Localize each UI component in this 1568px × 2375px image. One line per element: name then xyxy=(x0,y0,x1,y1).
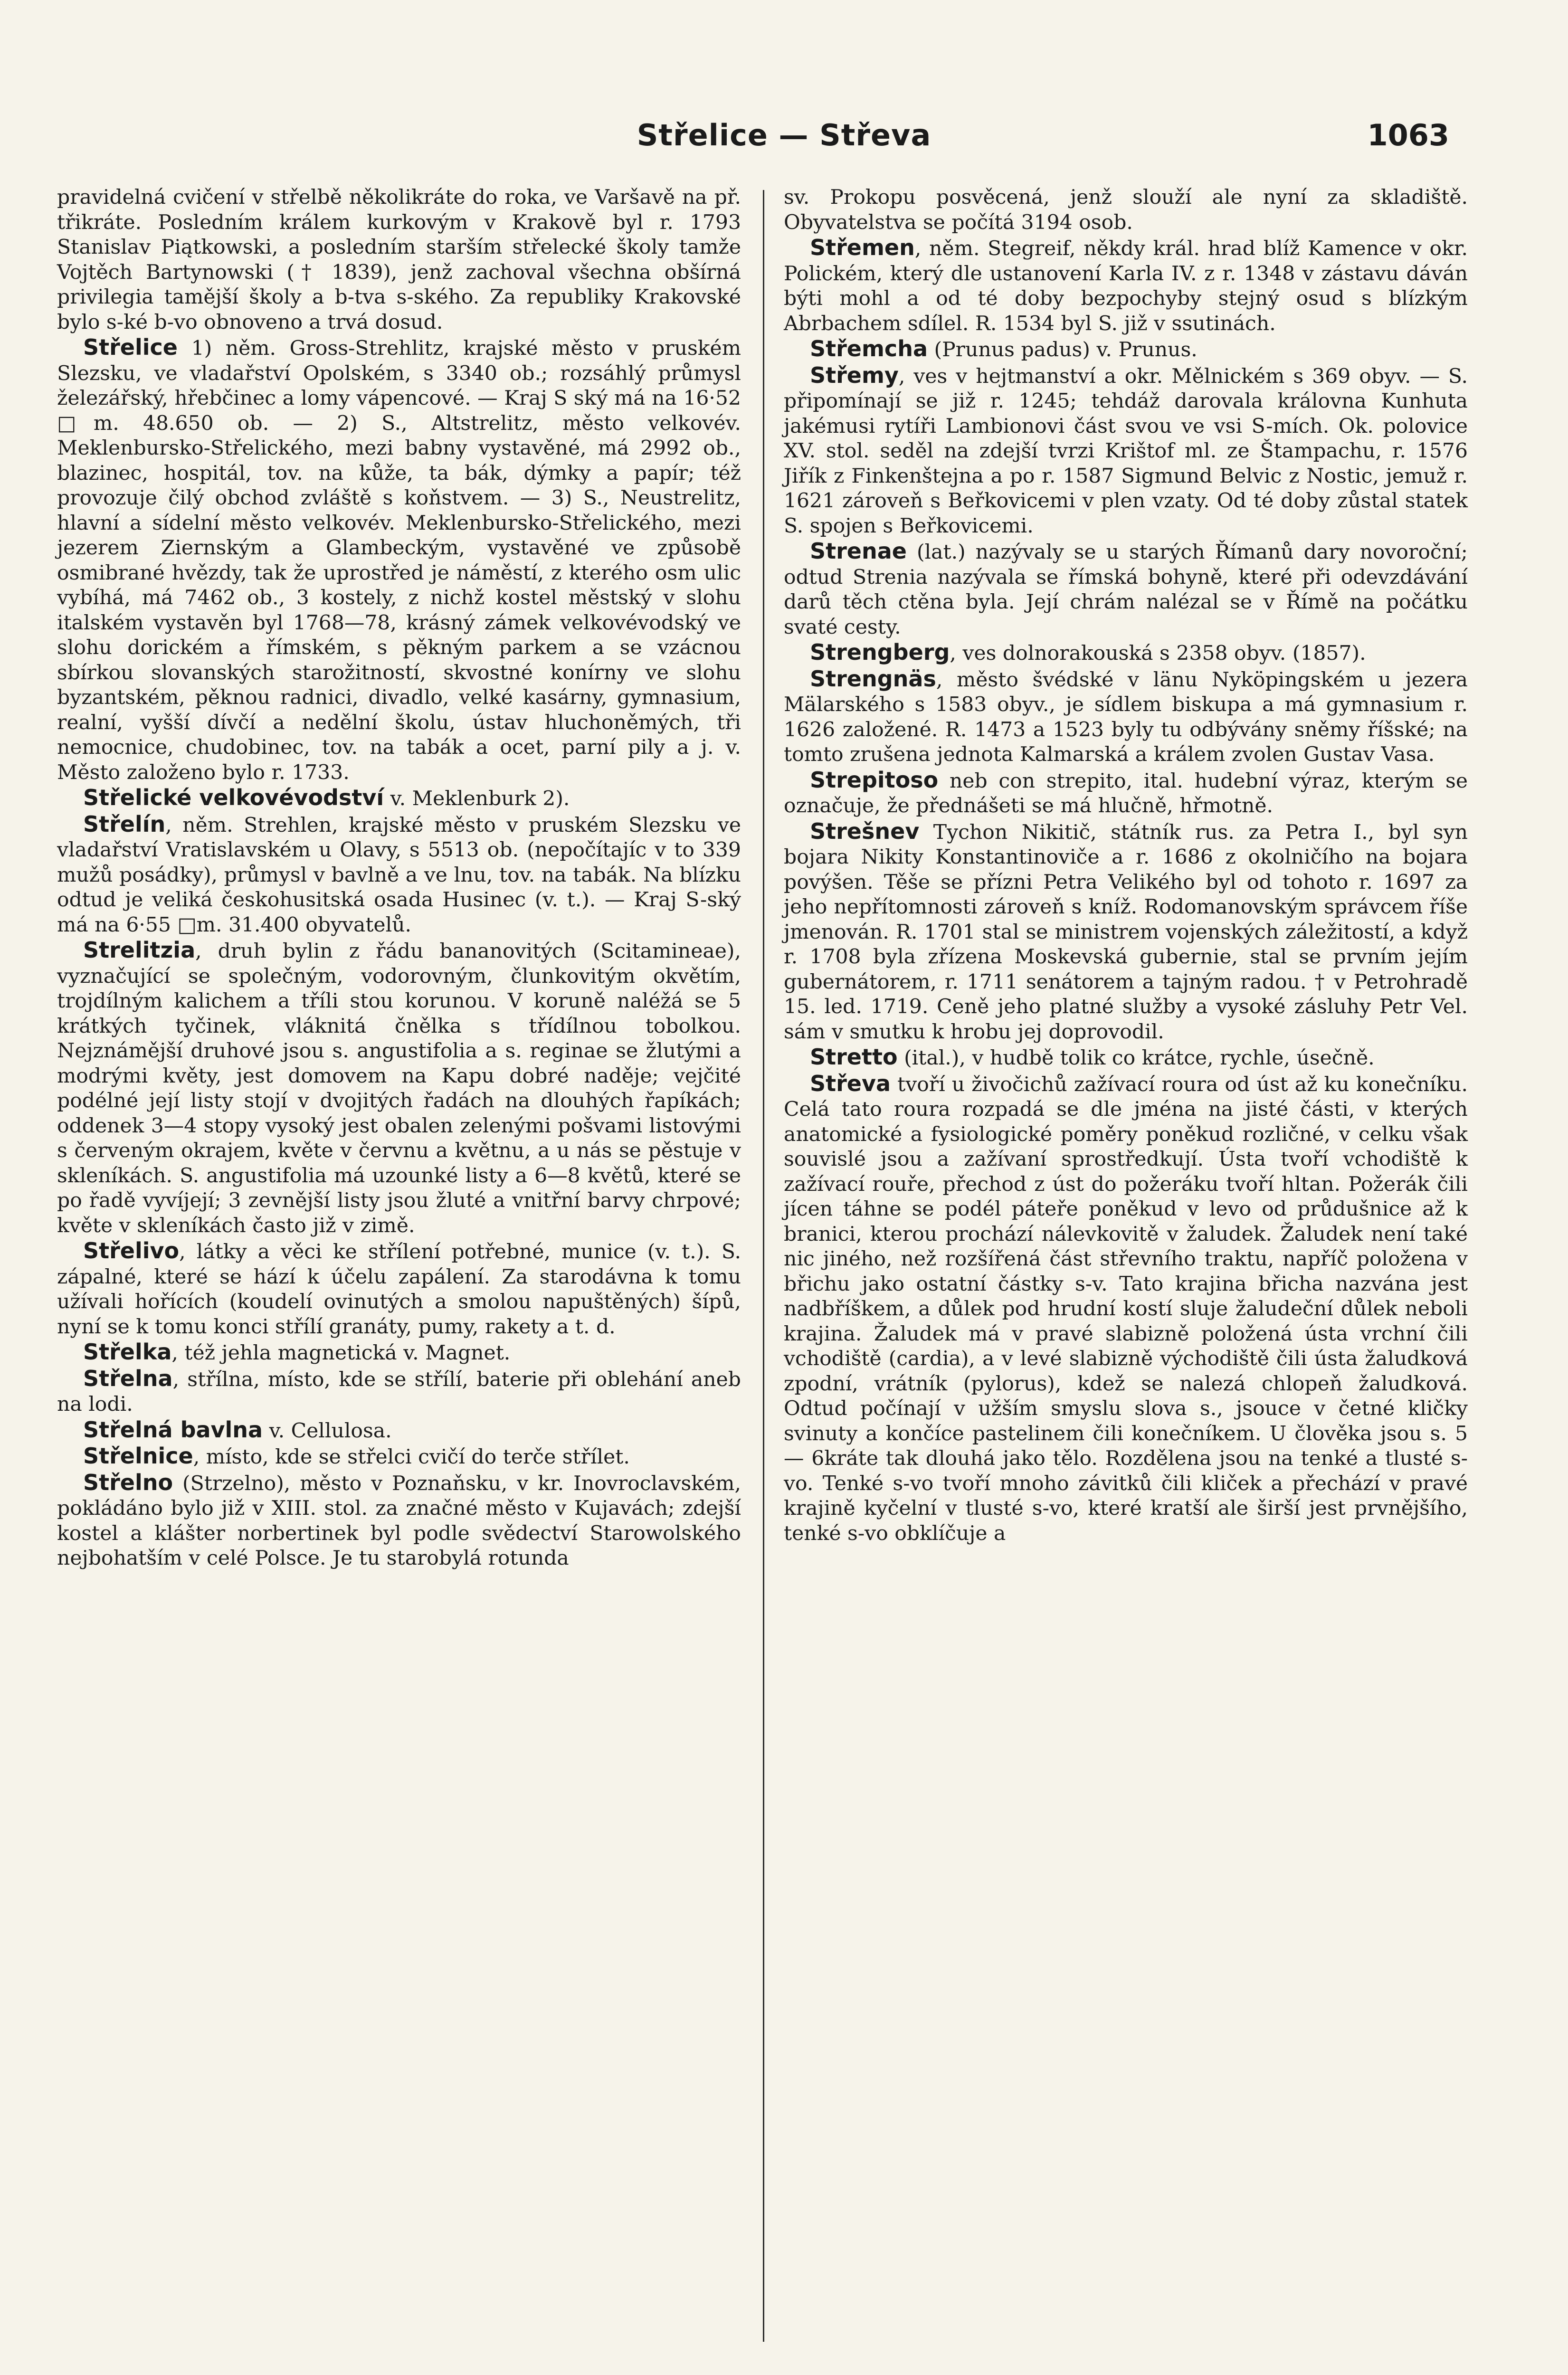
entry-continuation xyxy=(57,185,741,335)
entry-text: , též jehla magnetická v. Magnet. xyxy=(171,1341,511,1365)
entry-text: , město švédské v länu Nyköpingském u jezera Mälarského s 1583 obyv., je sídlem biskupa a má gymnasium r. 1626 založené. R. 1473 a 1523 byly tu odbývány sněmy říšské; na tomto zrušena jednota Kalmarská a králem zvolen Gustav Vasa. xyxy=(784,668,1468,766)
entry-text: sv. Prokopu posvěcená, jenž slouží ale nyní za skladiště. Obyvatelstva se počítá 3194 osob. xyxy=(784,186,1468,234)
entry-headword: Střelivo xyxy=(83,1238,180,1264)
entry-headword: Střelín xyxy=(83,811,166,837)
entry-text: neb con strepito, ital. hudební výraz, kterým se označuje, že přednášeti se má hlučně, hřmotně. xyxy=(784,769,1468,817)
dictionary-entry xyxy=(784,640,1468,666)
dictionary-entry xyxy=(784,1071,1468,1547)
entry-headword: Střelka xyxy=(83,1339,172,1365)
entry-headword: Strešnev xyxy=(810,818,920,844)
entry-text: , ves dolnorakouská s 2358 obyv. (1857). xyxy=(950,642,1366,665)
dictionary-entry xyxy=(784,819,1468,1045)
entry-text: , místo, kde se střelci cvičí do terče střílet. xyxy=(193,1445,630,1469)
entry-text: , střílna, místo, kde se střílí, baterie při oblehání aneb na lodi. xyxy=(57,1368,741,1416)
dictionary-entry xyxy=(57,1444,741,1470)
entry-text: (Strzelno), město v Poznaňsku, v kr. Inovroclavském, pokládáno bylo již v XIII. stol. za značné město v Kujavách; zdejší kostel a klášter norbertinek byl podle svědectví Starowolského nejbohatším v celé Polsce. Je tu starobylá rotunda xyxy=(57,1472,741,1570)
entry-text: Tychon Nikitič, státník rus. za Petra I., byl syn bojara Nikity Konstantinoviče a r. 1686 z okolničího na bojara povýšen. Těše se přízni Petra Velikého byl od tohoto r. 1697 za jeho nepřítomnosti zároveň s kníž. Rodomanovským správcem říše jmenován. R. 1701 stal se ministrem vojenských záležitostí, a když r. 1708 byla zřízena Moskevská gubernie, stal se prvním jejím gubernátorem, r. 1711 senátorem a tajným radou. † v Petrohradě 15. led. 1719. Ceně jeho platné služby a vysoké zásluhy Petr Vel. sám v smutku k hrobu jej doprovodil. xyxy=(784,820,1468,1044)
dictionary-entry xyxy=(57,1238,741,1340)
dictionary-entry xyxy=(784,363,1468,539)
dictionary-entry xyxy=(784,539,1468,640)
page-number: 1063 xyxy=(1367,118,1449,152)
entry-text: , látky a věci ke střílení potřebné, munice (v. t.). S. zápalné, které se hází k účelu zapálení. Za starodávna k tomu užívali hořících (koudelí ovinutých a smolou napuštěných) šípů, nyní se k tomu konci střílí granáty, pumy, rakety a t. d. xyxy=(57,1240,741,1339)
entry-headword: Strengberg xyxy=(810,639,950,665)
entry-headword: Strengnäs xyxy=(810,665,936,692)
entry-headword: Střeva xyxy=(810,1070,891,1096)
entry-headword: Střelické velkovévodství xyxy=(83,785,384,810)
entry-headword: Střelnice xyxy=(83,1443,193,1469)
dictionary-entry xyxy=(57,335,741,785)
entry-headword: Střemy xyxy=(810,362,899,388)
entry-text: , něm. Stegreif, někdy král. hrad blíž Kamence v okr. Polickém, který dle ustanovení Karla IV. z r. 1348 v zástavu dáván býti mohl a od té doby bezpochyby stejný osud s blízkým Abrbachem sdílel. R. 1534 byl S. již v ssutinách. xyxy=(784,237,1468,335)
entry-text: 1) něm. Gross-Strehlitz, krajské město v pruském Slezsku, ve vladařství Opolském, s 3340 ob.; rozsáhlý průmysl železářský, hřebčinec a lomy vápencové. — Kraj S ský má na 16·52 □m. 48.650 ob. — 2) S., Altstrelitz, město velkovév. Meklenbursko-Střelického, mezi babny vystavěné, má 2992 ob., blazinec, hospitál, tov. na kůže, ta bák, dýmky a papír; též provozuje čilý obchod zvláště s koňstvem. — 3) S., Neustrelitz, hlavní a sídelní město velkovév. Meklenbursko-Střelického, mezi jezerem Ziernským a Glambeckým, vystavěné ve způsobě osmibrané hvězdy, tak že uprostřed je náměstí, z kterého osm ulic vybíhá, má 7462 ob., 3 kostely, z nichž kostel městský v slohu italském vystavěn byl 1768—78, krásný zámek velkovévodský ve slohu dorickém a římském, s pěkným parkem a se vzácnou sbírkou slovanských starožitností, skvostné konírny ve slohu byzantském, pěknou radnici, divadlo, velké kasárny, gymnasium, realní, vyšší dívčí a nedělní školu, ústav hluchoněmých, tři nemocnice, chudobinec, tov. na tabák a ocet, parní pily a j. v. Město založeno bylo r. 1733. xyxy=(57,337,741,784)
entry-headword: Střemen xyxy=(810,235,915,260)
entry-text: v. Cellulosa. xyxy=(263,1419,392,1443)
dictionary-entry xyxy=(784,235,1468,336)
running-head xyxy=(0,113,1568,156)
dictionary-entry xyxy=(784,768,1468,819)
entry-text: , druh bylin z řádu bananovitých (Scitamineae), vyznačující se společným, vodorovným, člunkovitým okvětím, trojdílným kalichem a tříli stou korunou. V koruně naléžá se 5 krátkých tyčinek, vláknitá čnělka s třídílnou tobolkou. Nejznámější druhové jsou s. angustifolia a s. reginae se žlutými a modrými květy, jest domovem na Kapu dobré naděje; vejčité podélné její listy stojí v dvojitých řadách na dlouhých řapíkách; oddenek 3—4 stopy vysoký jest obalen zelenými pošvami listovými s červeným okrajem, květe v červnu a květnu, a u nás se pěstuje v skleníkách. S. angustifolia má uzounké listy a 6—8 květů, které se po řadě vyvíjejí; 3 zevnější listy jsou žluté a vnitřní barvy chrpové; květe v skleníkách často již v zimě. xyxy=(57,940,741,1237)
left-column xyxy=(57,185,741,1571)
entry-headword: Střelná bavlna xyxy=(83,1416,263,1443)
entry-headword: Střelna xyxy=(83,1365,173,1391)
entry-headword: Strenae xyxy=(810,538,907,564)
dictionary-entry xyxy=(57,1366,741,1417)
entry-text: (ital.), v hudbě tolik co krátce, rychle, úsečně. xyxy=(897,1046,1375,1070)
entry-text: (Prunus padus) v. Prunus. xyxy=(928,338,1197,361)
entry-headword: Strepitoso xyxy=(810,767,939,793)
entry-text: pravidelná cvičení v střelbě několikráte do roka, ve Varšavě na př. třikráte. Posledním králem kurkovým v Krakově byl r. 1793 Stanislav Piątkowski, a posledním starším střelecké školy tamže Vojtěch Bartynowski († 1839), jenž zachoval všechna obšírná privilegia tamější školy a b-tva s-ského. Za republiky Krakovské bylo s-ké b-vo obnoveno a trvá dosud. xyxy=(57,186,741,334)
entry-text: (lat.) nazývaly se u starých Římanů dary novoroční; odtud Strenia nazývala se římská bohyně, které při odevzdávání darů těch ctěna byla. Její chrám nalézal se v Římě na počátku svaté cesty. xyxy=(784,541,1468,639)
dictionary-entry xyxy=(57,1417,741,1444)
dictionary-entry xyxy=(784,336,1468,363)
entry-headword: Střelno xyxy=(83,1469,173,1495)
entry-headword: Stretto xyxy=(810,1044,898,1070)
page-title: Střelice — Střeva xyxy=(637,118,931,152)
entry-text: v. Meklenburk 2). xyxy=(384,787,570,810)
dictionary-entry xyxy=(57,812,741,938)
right-column xyxy=(784,185,1468,1546)
entry-continuation xyxy=(784,185,1468,235)
entry-headword: Strelitzia xyxy=(83,937,196,963)
entry-text: , ves v hejtmanství a okr. Mělnickém s 369 obyv. — S. připomínají se již r. 1245; tehdáž darovala královna Kunhuta jakémusi rytíři Lambionovi část svou ve vsi S-mích. Ok. polovice XV. stol. seděl na zdejší tvrzi Krištof ml. ze Štampachu, r. 1576 Jiřík z Finkenštejna a po r. 1587 Sigmund Belvic z Nostic, jemuž r. 1621 zároveň s Beřkovicemi v plen vzaty. Od té doby zůstal statek S. spojen s Beřkovicemi. xyxy=(784,364,1468,538)
entry-headword: Střemcha xyxy=(810,336,928,361)
column-divider xyxy=(763,190,764,2342)
entry-text: , něm. Strehlen, krajské město v pruském Slezsku ve vladařství Vratislavském u Olavy, s 5513 ob. (nepočítajíc v to 339 mužů posádky), průmysl v bavlně a ve lnu, tov. na tabák. Na blízku odtud je veliká českohusitská osada Husinec (v. t.). — Kraj S-ský má na 6·55 □m. 31.400 obyvatelů. xyxy=(57,813,741,937)
dictionary-entry xyxy=(784,1045,1468,1071)
entry-headword: Střelice xyxy=(83,334,178,360)
entry-text: tvoří u živočichů zažívací roura od úst až ku konečníku. Celá tato roura rozpadá se dle jména na jisté části, v kterých anatomické a fysiologické poměry poněkud rozličné, v celku však souvislé jsou a zažívaní sprostředkují. Ústa tvoří vchodiště k zažívací rouře, přechod z úst do požeráku tvoří hltan. Požerák čili jícen táhne se podél páteře poněkud v levo od průdušnice až k branici, kterou prochází nálevkovitě v žaludek. Žaludek není také nic jiného, než rozšířená část střevního traktu, napříč položena v břichu jako ostatní částky s-v. Tato krajina břicha nazvána jest nadbříškem, a důlek pod hrudní kostí sluje žaludeční důlek neboli krajina. Žaludek má v pravé slabizně položená ústa vrchní čili vchodiště (cardia), a v levé slabizně východiště čili ústa žaludková zpodní, vrátník (pylorus), kdež se nalezá chlopeň žaludková. Odtud počínají v užším smyslu slova s., jsouce v četné kličky svinuty a končíce pastelinem čili konečníkem. U člověka jsou s. 5 — 6kráte tak dlouhá jako tělo. Rozdělena jsou na tenké a tlusté s-vo. Tenké s-vo tvoří mnoho závitků čili kliček a přechází v pravé krajině kyčelní v tlusté s-vo, které kratší ale širší jest prvnějšího, tenké s-vo obklíčuje a xyxy=(784,1073,1468,1545)
dictionary-entry xyxy=(57,938,741,1238)
dictionary-entry xyxy=(784,666,1468,768)
dictionary-entry xyxy=(57,1470,741,1571)
dictionary-entry xyxy=(57,785,741,812)
dictionary-entry xyxy=(57,1340,741,1366)
